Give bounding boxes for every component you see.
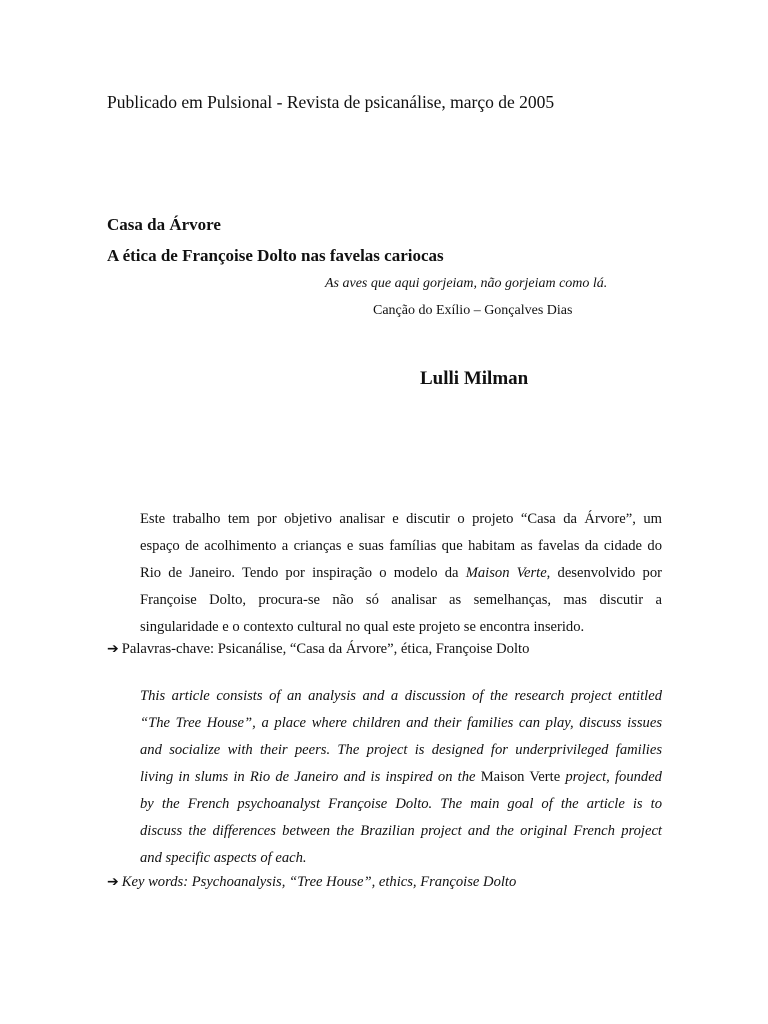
abstract-en-line: “The Tree House”, a place where children and their families can play, discuss issues xyxy=(140,715,662,731)
abstract-en-text: project, founded xyxy=(560,769,662,785)
article-title: Casa da Árvore xyxy=(107,215,221,234)
maison-verte-term: Maison Verte xyxy=(480,769,561,785)
keywords-english xyxy=(107,874,516,891)
abstract-portuguese xyxy=(140,506,662,641)
epigraph-source: Canção do Exílio – Gonçalves Dias xyxy=(373,303,573,318)
abstract-en-line: This article consists of an analysis and a discussion of the research project entitled xyxy=(140,688,662,704)
abstract-en-line: discuss the differences between the Brazilian project and the original French project xyxy=(140,823,662,839)
maison-verte-term: Maison Verte xyxy=(465,565,547,581)
abstract-pt-line: singularidade e o contexto cultural no qual este projeto se encontra inserido. xyxy=(140,619,585,635)
keywords-en-text: Key words: Psychoanalysis, “Tree House”, ethics, Françoise Dolto xyxy=(121,874,517,890)
abstract-pt-line: Este trabalho tem por objetivo analisar e discutir o projeto “Casa da Árvore”, um xyxy=(140,511,662,527)
arrow-right-icon: ➔ xyxy=(107,874,119,890)
abstract-en-line xyxy=(140,764,662,791)
publication-line: Publicado em Pulsional - Revista de psicanálise, março de 2005 xyxy=(107,92,555,112)
keywords-pt-text: Palavras-chave: Psicanálise, “Casa da Árvore”, ética, Françoise Dolto xyxy=(121,641,530,657)
abstract-pt-line xyxy=(140,560,662,587)
abstract-pt-text: , desenvolvido por xyxy=(546,565,662,581)
keywords-portuguese xyxy=(107,641,529,658)
abstract-en-line: by the French psychoanalyst Françoise Dolto. The main goal of the article is to xyxy=(140,796,662,812)
author-name: Lulli Milman xyxy=(420,368,529,389)
abstract-pt-line: Françoise Dolto, procura-se não só analisar as semelhanças, mas discutir a xyxy=(140,592,662,608)
arrow-right-icon: ➔ xyxy=(107,641,119,657)
abstract-pt-line: espaço de acolhimento a crianças e suas famílias que habitam as favelas da cidade do xyxy=(140,538,662,554)
abstract-pt-text: Rio de Janeiro. Tendo por inspiração o modelo da xyxy=(140,565,466,581)
abstract-en-line: and socialize with their peers. The project is designed for underprivileged families xyxy=(140,742,662,758)
abstract-en-line: and specific aspects of each. xyxy=(140,850,307,866)
abstract-en-text: living in slums in Rio de Janeiro and is inspired on the xyxy=(140,769,481,785)
epigraph-quote: As aves que aqui gorjeiam, não gorjeiam como lá. xyxy=(325,276,608,291)
article-subtitle: A ética de Françoise Dolto nas favelas cariocas xyxy=(107,246,444,265)
abstract-english xyxy=(140,683,662,872)
